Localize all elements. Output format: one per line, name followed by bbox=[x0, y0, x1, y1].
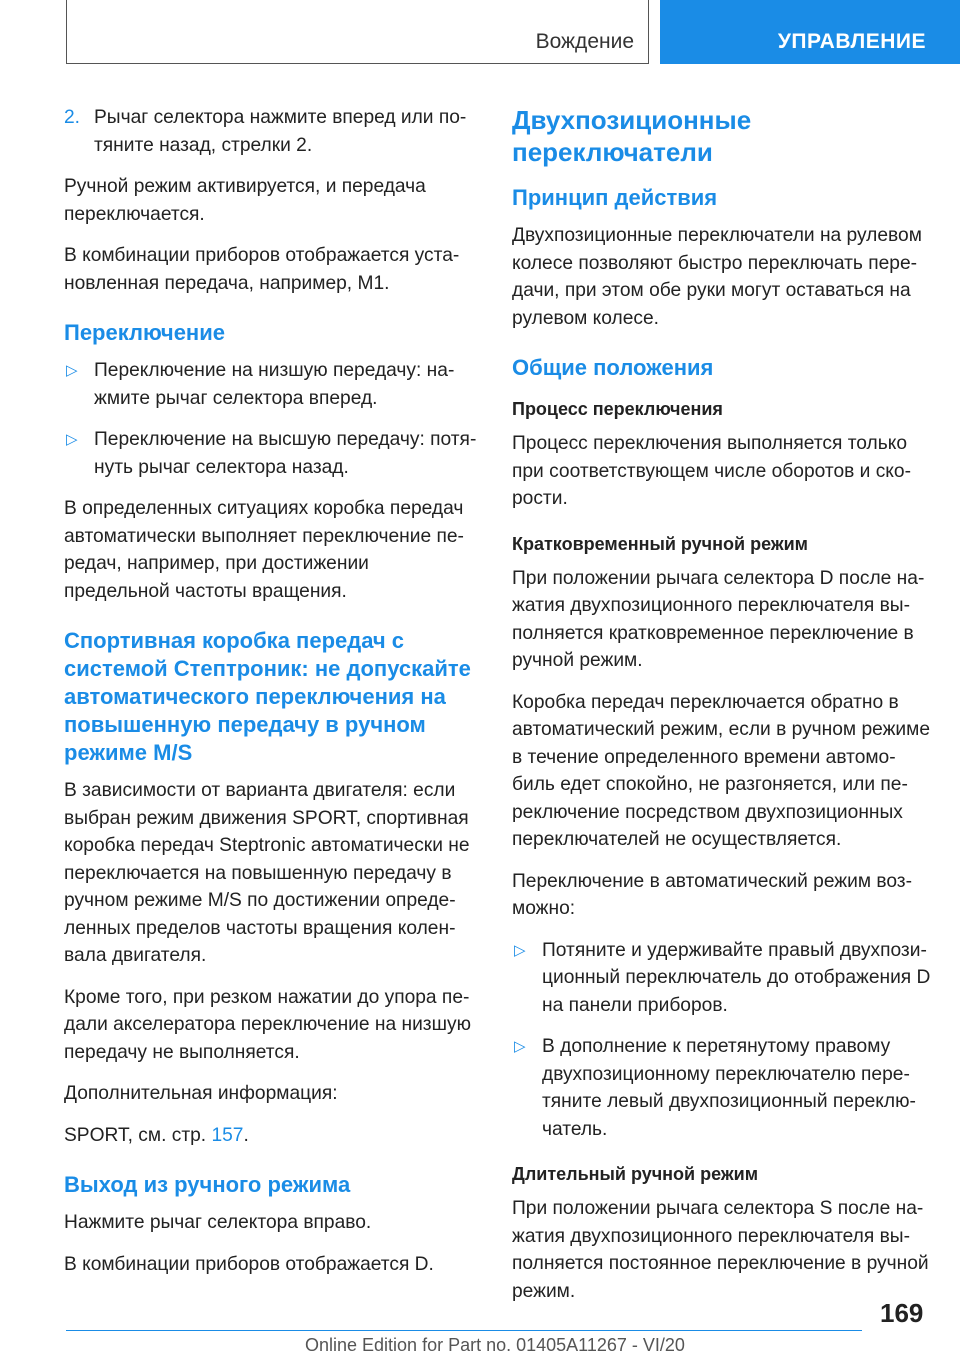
header-section-title: Вождение bbox=[535, 30, 634, 53]
paragraph: Нажмите рычаг селектора вправо. bbox=[64, 1212, 372, 1233]
paragraph: Процесс переключения выполняется только при соответствующем числе оборотов и скорости. bbox=[512, 433, 911, 509]
paragraph: В комбинации приборов отображается установленная передача, например, M1. bbox=[64, 245, 460, 294]
step-text: Рычаг селектора нажмите вперед или потяните назад, стрелки 2. bbox=[94, 107, 467, 156]
heading-general: Общие положения bbox=[512, 355, 714, 380]
list-item bbox=[512, 937, 932, 1020]
heading-exit-manual: Выход из ручного режима bbox=[64, 1172, 351, 1197]
paragraph: Двухпозиционные переключатели на рулевом колесе позволяют быстро переключать передачи, при этом обе руки могут оставаться на рулевом колесе. bbox=[512, 225, 922, 329]
paragraph: Коробка передач переключается обратно в автоматический режим, если в ручном режиме в течение определенного времени автомобиль едет спокойно, не разгоняется, или переключение посредством двухпозиционных переключателей не осуществляется. bbox=[512, 691, 931, 850]
heading-switching: Переключение bbox=[64, 320, 225, 345]
list-item-text: Переключение на высшую передачу: потянуть рычаг селектора назад. bbox=[94, 429, 477, 478]
heading-paddles: Двухпозиционные переключатели bbox=[512, 105, 752, 167]
right-column bbox=[512, 104, 932, 1319]
triangle-right-icon: ▷ bbox=[66, 362, 78, 379]
triangle-right-icon: ▷ bbox=[514, 941, 526, 959]
paragraph: При положении рычага селектора S после нажатия двухпозиционного переключателя выполняется постоянное переключение в ручной режим. bbox=[512, 1198, 929, 1302]
step-item bbox=[64, 104, 478, 159]
list-item-text: В дополнение к перетянутому правому двухпозиционному переключателю перетяните левый двухпозиционный переключатель. bbox=[542, 1036, 916, 1140]
reference-end: . bbox=[243, 1124, 249, 1146]
header-chapter-title: УПРАВЛЕНИЕ bbox=[777, 30, 926, 53]
list-item-text: Потяните и удерживайте правый двухпозиционный переключатель до отображения D на панели приборов. bbox=[542, 939, 931, 1016]
paragraph: Кроме того, при резком нажатии до упора педали акселератора переключение на низшую передачу не выполняется. bbox=[64, 986, 471, 1063]
reference-text: SPORT, см. стр. bbox=[64, 1124, 212, 1146]
paragraph-reference bbox=[64, 1122, 478, 1150]
page-link[interactable]: 157 bbox=[211, 1124, 244, 1146]
footer-divider bbox=[66, 1330, 862, 1331]
triangle-right-icon: ▷ bbox=[514, 1038, 526, 1055]
page-number: 169 bbox=[880, 1298, 924, 1328]
footer-edition: Online Edition for Part no. 01405A11267 - VI/20 bbox=[305, 1335, 685, 1355]
step-number: 2. bbox=[64, 107, 81, 128]
list-item bbox=[64, 426, 478, 481]
list-item bbox=[64, 357, 478, 412]
triangle-right-icon: ▷ bbox=[66, 431, 78, 448]
paragraph: Дополнительная информация: bbox=[64, 1083, 338, 1104]
paragraph: При положении рычага селектора D после нажатия двухпозиционного переключателя выполняется кратковременное переключение в ручной режим. bbox=[512, 567, 925, 671]
paragraph: В зависимости от варианта двигателя: если выбран режим движения SPORT, спортивная коробка передач Steptronic автоматически не переключается на повышенную передачу в ручном режиме M/S по достижении определенных пределов частоты вращения коленвала двигателя. bbox=[64, 780, 470, 966]
paragraph: В комбинации приборов отображается D. bbox=[64, 1253, 434, 1275]
left-column bbox=[64, 104, 478, 1292]
heading-sport-gearbox: Спортивная коробка передач с системой Стептроник: не допускайте автоматического переключения на повышенную передачу в ручном режиме M/S bbox=[64, 628, 471, 765]
paragraph: Ручной режим активируется, и передача переключается. bbox=[64, 176, 426, 225]
subheading-short-manual: Кратковременный ручной режим bbox=[512, 533, 808, 554]
header-section-box bbox=[66, 0, 649, 64]
subheading-long-manual: Длительный ручной режим bbox=[512, 1164, 759, 1184]
paragraph: В определенных ситуациях коробка передач автоматически выполняет переключение передач, например, при достижении предельной частоты вращения. bbox=[64, 498, 464, 602]
header-chapter-tab[interactable] bbox=[660, 0, 960, 64]
heading-principle: Принцип действия bbox=[512, 185, 718, 210]
list-item-text: Переключение на низшую передачу: нажмите рычаг селектора вперед. bbox=[94, 360, 455, 409]
subheading-process: Процесс переключения bbox=[512, 399, 723, 419]
list-item bbox=[512, 1033, 932, 1143]
paragraph: Переключение в автоматический режим возможно: bbox=[512, 870, 912, 919]
